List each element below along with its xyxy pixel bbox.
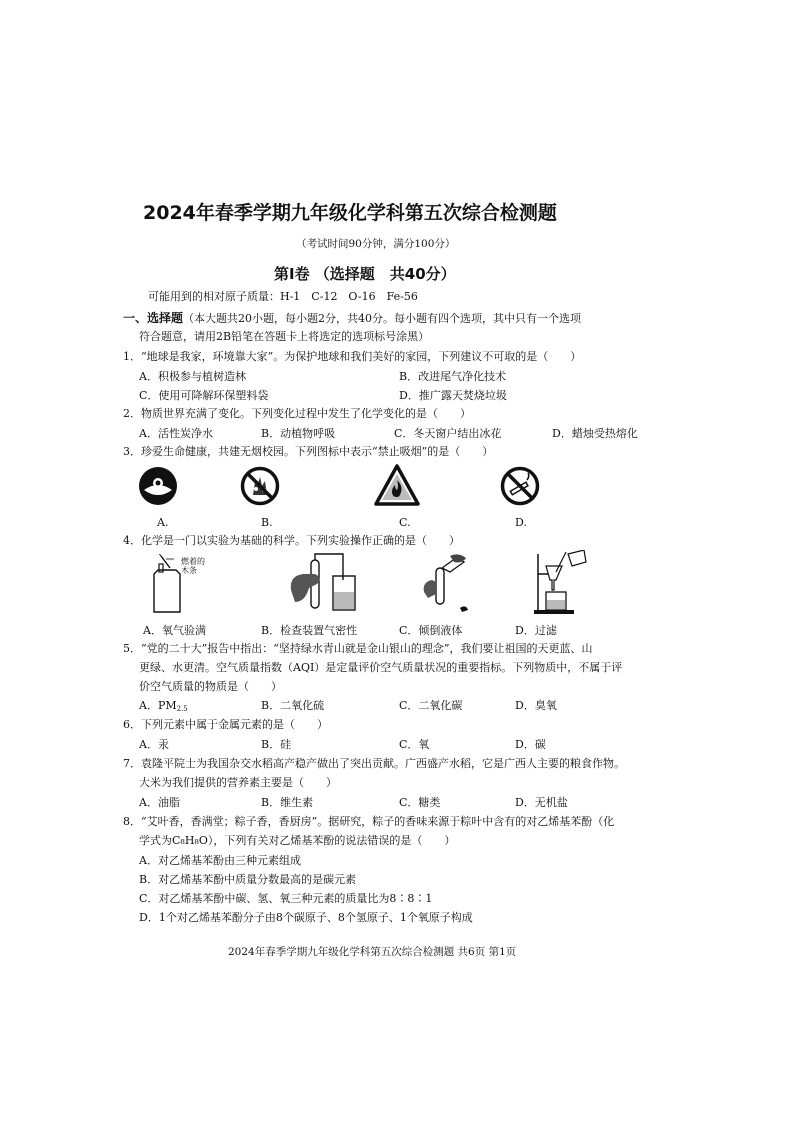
q5-option-a-subscript: 2.5 [176,705,188,713]
q6-option-d: D．碳 [515,738,546,751]
q3-sign-b-icon [240,466,280,506]
q8-option-d: D．1个对乙烯基苯酚分子由8个碳原子、8个氢原子、1个氧原子构成 [139,911,473,924]
q1-option-c: C．使用可降解环保塑料袋 [139,389,269,402]
q7-option-a: A．油脂 [139,796,180,809]
q7-stem-line1: 7．袁隆平院士为我国杂交水稻高产稳产做出了突出贡献。广西盛产水稻，它是广西人主要的粮食作物。 [123,757,625,770]
q3-option-b: B. [261,516,273,529]
q8-option-b: B．对乙烯基苯酚中质量分数最高的是碳元素 [139,873,357,886]
part1-heading [123,311,581,326]
q5-option-a-text: A．PM [139,699,177,712]
q1-option-b: B．改进尾气净化技术 [399,370,507,383]
exam-info: （考试时间90分钟，满分100分） [296,238,456,250]
q3-option-a: A. [157,516,169,529]
q5-option-c: C．二氧化碳 [399,699,463,712]
atomic-mass-note: 可能用到的相对原子质量：H-1 C-12 O-16 Fe-56 [148,290,418,303]
q4-option-c: C．倾倒液体 [399,624,463,637]
q3-option-d: D. [515,516,527,529]
q5-option-d: D．臭氧 [515,699,557,712]
part1-desc-line2: 符合题意，请用2B铅笔在答题卡上将选定的选项标号涂黑） [139,330,430,343]
section-title: 第Ⅰ卷 （选择题 共40分） [274,265,456,283]
q2-stem: 2．物质世界充满了变化。下列变化过程中发生了化学变化的是（ ） [123,407,471,420]
q5-option-b: B．二氧化硫 [261,699,325,712]
q4-option-d: D．过滤 [515,624,557,637]
q7-option-b: B．维生素 [261,796,314,809]
q4-figure-d-filtration [532,550,592,616]
q7-option-d: D．无机盐 [515,796,568,809]
q2-option-d: D．蜡烛受热熔化 [552,427,638,440]
q3-sign-d-icon [500,466,540,506]
q4-stem: 4．化学是一门以实验为基础的科学。下列实验操作正确的是（ ） [123,534,460,547]
q6-option-a: A．汞 [139,738,169,751]
q4-option-a: A．氧气验满 [143,624,206,637]
q1-stem: 1．“地球是我家，环境靠大家”。为保护地球和我们美好的家园，下列建议不可取的是（ ） [123,350,582,363]
q5-stem-line3: 价空气质量的物质是（ ） [139,680,282,693]
q2-option-c: C．冬天窗户结出冰花 [394,427,502,440]
q8-stem-line1: 8．“艾叶香，香满堂；粽子香，香厨房”。据研究，粽子的香味来源于粽叶中含有的对乙烯基苯酚（化 [123,815,615,828]
q7-option-c: C．糖类 [399,796,441,809]
q8-stem-line2: 学式为C₈H₈O），下列有关对乙烯基苯酚的说法错误的是（ ） [139,834,456,847]
q8-option-c: C．对乙烯基苯酚中碳、氢、氧三种元素的质量比为8∶8∶1 [139,892,433,905]
part1-label: 一、选择题 [123,311,184,325]
q3-sign-a-icon [138,466,178,506]
part1-desc-line1: （本大题共20小题，每小题2分，共40分。每小题有四个选项，其中只有一个选项 [183,312,582,325]
q4-figure-a-label: 燃着的木条 [181,557,205,575]
q8-option-a: A．对乙烯基苯酚由三种元素组成 [139,854,301,867]
q2-option-b: B．动植物呼吸 [261,427,336,440]
q3-stem: 3．珍爱生命健康，共建无烟校园。下列图标中表示“禁止吸烟”的是（ ） [123,445,494,458]
q2-option-a: A．活性炭净水 [139,427,213,440]
q5-stem-line2: 更绿、水更清。空气质量指数（AQI）是定量评价空气质量状况的重要指标。下列物质中，不属于评 [139,661,623,674]
q4-figure-b-airtightness [285,552,365,616]
q5-option-a [139,699,188,716]
page-footer: 2024年春季学期九年级化学科第五次综合检测题 共6页 第1页 [228,946,517,958]
q6-option-b: B．硅 [261,738,292,751]
q1-option-a: A．积极参与植树造林 [139,370,246,383]
q4-figure-c-pour-liquid [420,554,476,618]
q6-option-c: C．氧 [399,738,430,751]
q7-stem-line2: 大米为我们提供的营养素主要是（ ） [139,776,337,789]
q3-option-c: C. [399,516,411,529]
q1-option-d: D．推广露天焚烧垃圾 [399,389,507,402]
q4-option-b: B．检查装置气密性 [261,624,358,637]
q3-sign-c-icon [374,464,420,506]
q6-stem: 6．下列元素中属于金属元素的是（ ） [123,718,328,731]
page-title: 2024年春季学期九年级化学科第五次综合检测题 [143,202,557,224]
q5-stem-line1: 5．“党的二十大”报告中指出：“坚持绿水青山就是金山银山的理念”，我们要让祖国的天更蓝、山 [123,642,593,655]
